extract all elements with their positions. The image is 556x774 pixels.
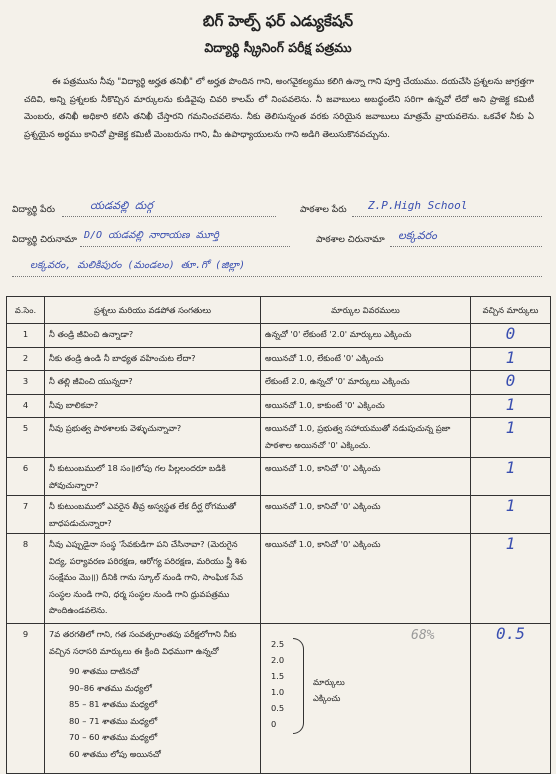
q9-marks-list xyxy=(271,636,284,732)
row-number: 8 xyxy=(7,534,45,624)
row-number: 3 xyxy=(7,371,45,395)
row-score[interactable]: 0 xyxy=(505,324,516,343)
row-score[interactable]: 1 xyxy=(505,394,516,414)
row-question: నీవు బాలికవా? xyxy=(45,394,261,418)
address-line-2 xyxy=(12,276,542,277)
row-detail: ఉన్నచో '0' లేకుంటే '2.0' మార్కులు ఎక్కించు xyxy=(261,324,471,348)
q9-detail-cell xyxy=(261,624,471,774)
name-label: విద్యార్థి పేరు xyxy=(12,205,55,215)
row-detail: అయినచో 1.0, కానిచో '0' ఎక్కించు xyxy=(261,496,471,534)
row-score[interactable]: 1 xyxy=(505,534,516,553)
row-detail: అయినచో 1.0, ప్రభుత్వ సహాయముతో నడుపుచున్న ప్రజా పాఠశాల అయినచో '0' ఎక్కించు. xyxy=(261,418,471,458)
row-detail: అయినచో 1.0, కానిచో '0' ఎక్కించు xyxy=(261,458,471,496)
row-score[interactable]: 0.5 xyxy=(496,624,525,643)
q9-mark: 0 xyxy=(271,719,277,729)
school-line xyxy=(352,216,542,217)
q9-percent: 68% xyxy=(411,628,435,643)
row-question: నీ కుటుంబములో ఎవరైన తీవ్ర అస్వస్థత లేక దీర్ఘ రోగముతో బాధపడుచున్నారా? xyxy=(45,496,261,534)
row-number: 1 xyxy=(7,324,45,348)
table-row xyxy=(7,534,551,624)
brace-icon xyxy=(293,638,304,734)
row-question: నీవు ప్రభుత్వ పాఠశాలకు వెళ్ళుచున్నావా? xyxy=(45,418,261,458)
address-value-2[interactable]: లక్కవరం, మలికిపురం (మండలం) తూ.గో (జిల్లా) xyxy=(30,260,245,271)
row-detail: లేకుంటే 2.0, ఉన్నచో '0' మార్కులు ఎక్కించు xyxy=(261,371,471,395)
row-question: నీ తండ్రి జీవించి ఉన్నాడా? xyxy=(45,324,261,348)
header-serial: వ.సెం. xyxy=(7,297,45,324)
name-line xyxy=(62,216,276,217)
table-row xyxy=(7,371,551,395)
header-question: ప్రశ్నలు మరియు వడపోత సంగతులు xyxy=(45,297,261,324)
table-row xyxy=(7,324,551,348)
row-detail: అయినచో 1.0, లేకుంటే '0' ఎక్కించు xyxy=(261,347,471,371)
q9-mark: 2.0 xyxy=(271,655,285,665)
table-row xyxy=(7,418,551,458)
q9-grade-list xyxy=(69,663,256,763)
grade-item: 90–86 శాతము మధ్యలో xyxy=(69,682,152,693)
address-label: విద్యార్థి చిరునామా xyxy=(12,235,77,245)
intro-paragraph: ఈ పత్రమును నీవు "విద్యార్థి అర్హత తనిఖీ" లో అర్హత పొందిన గాని, అంగవైకల్యము కలిగి ఉన్నా గాని పూర్తి చేయుము. దయచేసి ప్రశ్నలను జాగ్రత్తగా చదివి, అన్ని ప్రశ్నలకు నీకొచ్చిన మార్కులను కుడివైపు చివరి కాలమ్ లో నింపవలెను. నీ జవాబులు అబద్ధంలేని సరిగా ఉన్నవో లేదో అని ప్రాజెక్ట కమిటీ మెంబరు, తనిఖీ అధికారి కలిసి తనిఖీ చేస్తారని గమనించవలెను. నీకు తెలిసున్నంత వరకు సరియైన జవాబులు మాత్రమే వ్రాయవలెను. ఒకవేళ నీకు ఏ ప్రశ్నయైన అర్థము కానిచో ప్రాజెక్ట కమిటీ మెంబరును గాని, మీ ఉపాధ్యాయులను గాని అడిగి తెలుసుకొనవచ్చును. xyxy=(24,77,534,140)
table-row xyxy=(7,394,551,418)
table-row xyxy=(7,496,551,534)
school-label: పాఠశాల పేరు xyxy=(300,205,347,215)
address-line xyxy=(80,246,290,247)
table-row-q9 xyxy=(7,624,551,774)
address-value-1[interactable]: D/O యడవల్లి నారాయణ మూర్తి xyxy=(84,230,219,241)
grade-item: 90 శాతము దాటినచో xyxy=(69,666,140,676)
row-detail: అయినచో 1.0, కానిచో '0' ఎక్కించు xyxy=(261,534,471,624)
row-detail: అయినచో 1.0, కాకుంటే '0' ఎక్కించు xyxy=(261,394,471,418)
row-number: 4 xyxy=(7,394,45,418)
table-row xyxy=(7,458,551,496)
name-value[interactable]: యడవల్లి దుర్గ xyxy=(90,199,153,212)
row-number: 6 xyxy=(7,458,45,496)
header-detail: మార్కుల వివరములు xyxy=(261,297,471,324)
row-number: 5 xyxy=(7,418,45,458)
row-score[interactable]: 1 xyxy=(505,347,516,367)
school-value[interactable]: Z.P.High School xyxy=(368,199,468,212)
row-score[interactable]: 1 xyxy=(505,418,516,437)
row-score[interactable]: 1 xyxy=(505,458,516,477)
q9-mark: 1.0 xyxy=(271,687,285,697)
row-number: 2 xyxy=(7,347,45,371)
row-question: నీ కుటుంబములో 18 సం॥లోపు గల పిల్లలందరూ బడికి పోవుచున్నారా? xyxy=(45,458,261,496)
form-title: బిగ్ హెల్ప్ ఫర్ ఎడ్యుకేషన్ xyxy=(202,12,354,30)
q9-mark: 2.5 xyxy=(271,639,285,649)
school-address-value[interactable]: లక్కవరం xyxy=(398,229,437,242)
q9-question-cell xyxy=(45,624,261,774)
row-number: 7 xyxy=(7,496,45,534)
school-address-line xyxy=(390,246,542,247)
grade-item: 80 – 71 శాతము మధ్యలో xyxy=(69,715,158,726)
form-subtitle: విద్యార్థి స్క్రీనింగ్ పరీక్ష పత్రము xyxy=(204,40,352,55)
grade-item: 70 – 60 శాతము మధ్యలో xyxy=(69,732,158,743)
row-question: నీ తల్లి జీవించి యున్నదా? xyxy=(45,371,261,395)
q9-question: 7వ తరగతిలో గాని, గత సంవత్సరాంతపు పరీక్షలోగాని నీకు వచ్చిన సరాసరి మార్కులు ఈ క్రింది విధముగా ఉన్నచో xyxy=(49,629,237,656)
grade-item: 60 శాతము లోపు అయినచో xyxy=(69,748,161,759)
q9-marks-note: మార్కులు ఎక్కించు xyxy=(313,677,345,703)
row-question: నీవు ఎప్పుడైనా సంస్థ 'సేవకుడిగా పని చేసినావా? (మెరుగైన విద్య, పర్యావరణ పరిరక్షణ, ఆరోగ్య పరిరక్షణ, మరియు స్త్రీ శిశు సంక్షేమం మొ॥) దీనికి గాను స్కూల్ నుండి గాని, సాంఘిక సేవ సంస్థల నుండి గాని, ధర్మ సంస్థల నుండి గాని ధ్రువపత్రము పొందిఉండవలెను. xyxy=(45,534,261,624)
q9-mark: 1.5 xyxy=(271,671,285,681)
header-score: వచ్చిన మార్కులు xyxy=(471,297,551,324)
q9-mark: 0.5 xyxy=(271,703,285,713)
grade-item: 85 – 81 శాతము మధ్యలో xyxy=(69,699,158,710)
school-address-label: పాఠశాల చిరునామా xyxy=(316,235,385,245)
row-number: 9 xyxy=(7,624,45,774)
row-score[interactable]: 1 xyxy=(505,496,516,515)
table-row xyxy=(7,347,551,371)
row-score[interactable]: 0 xyxy=(505,371,516,390)
table-header-row xyxy=(7,297,551,324)
screening-table xyxy=(6,296,551,774)
row-question: నీకు తండ్రి ఉండి నీ బాధ్యత వహించుట లేదా? xyxy=(45,347,261,371)
